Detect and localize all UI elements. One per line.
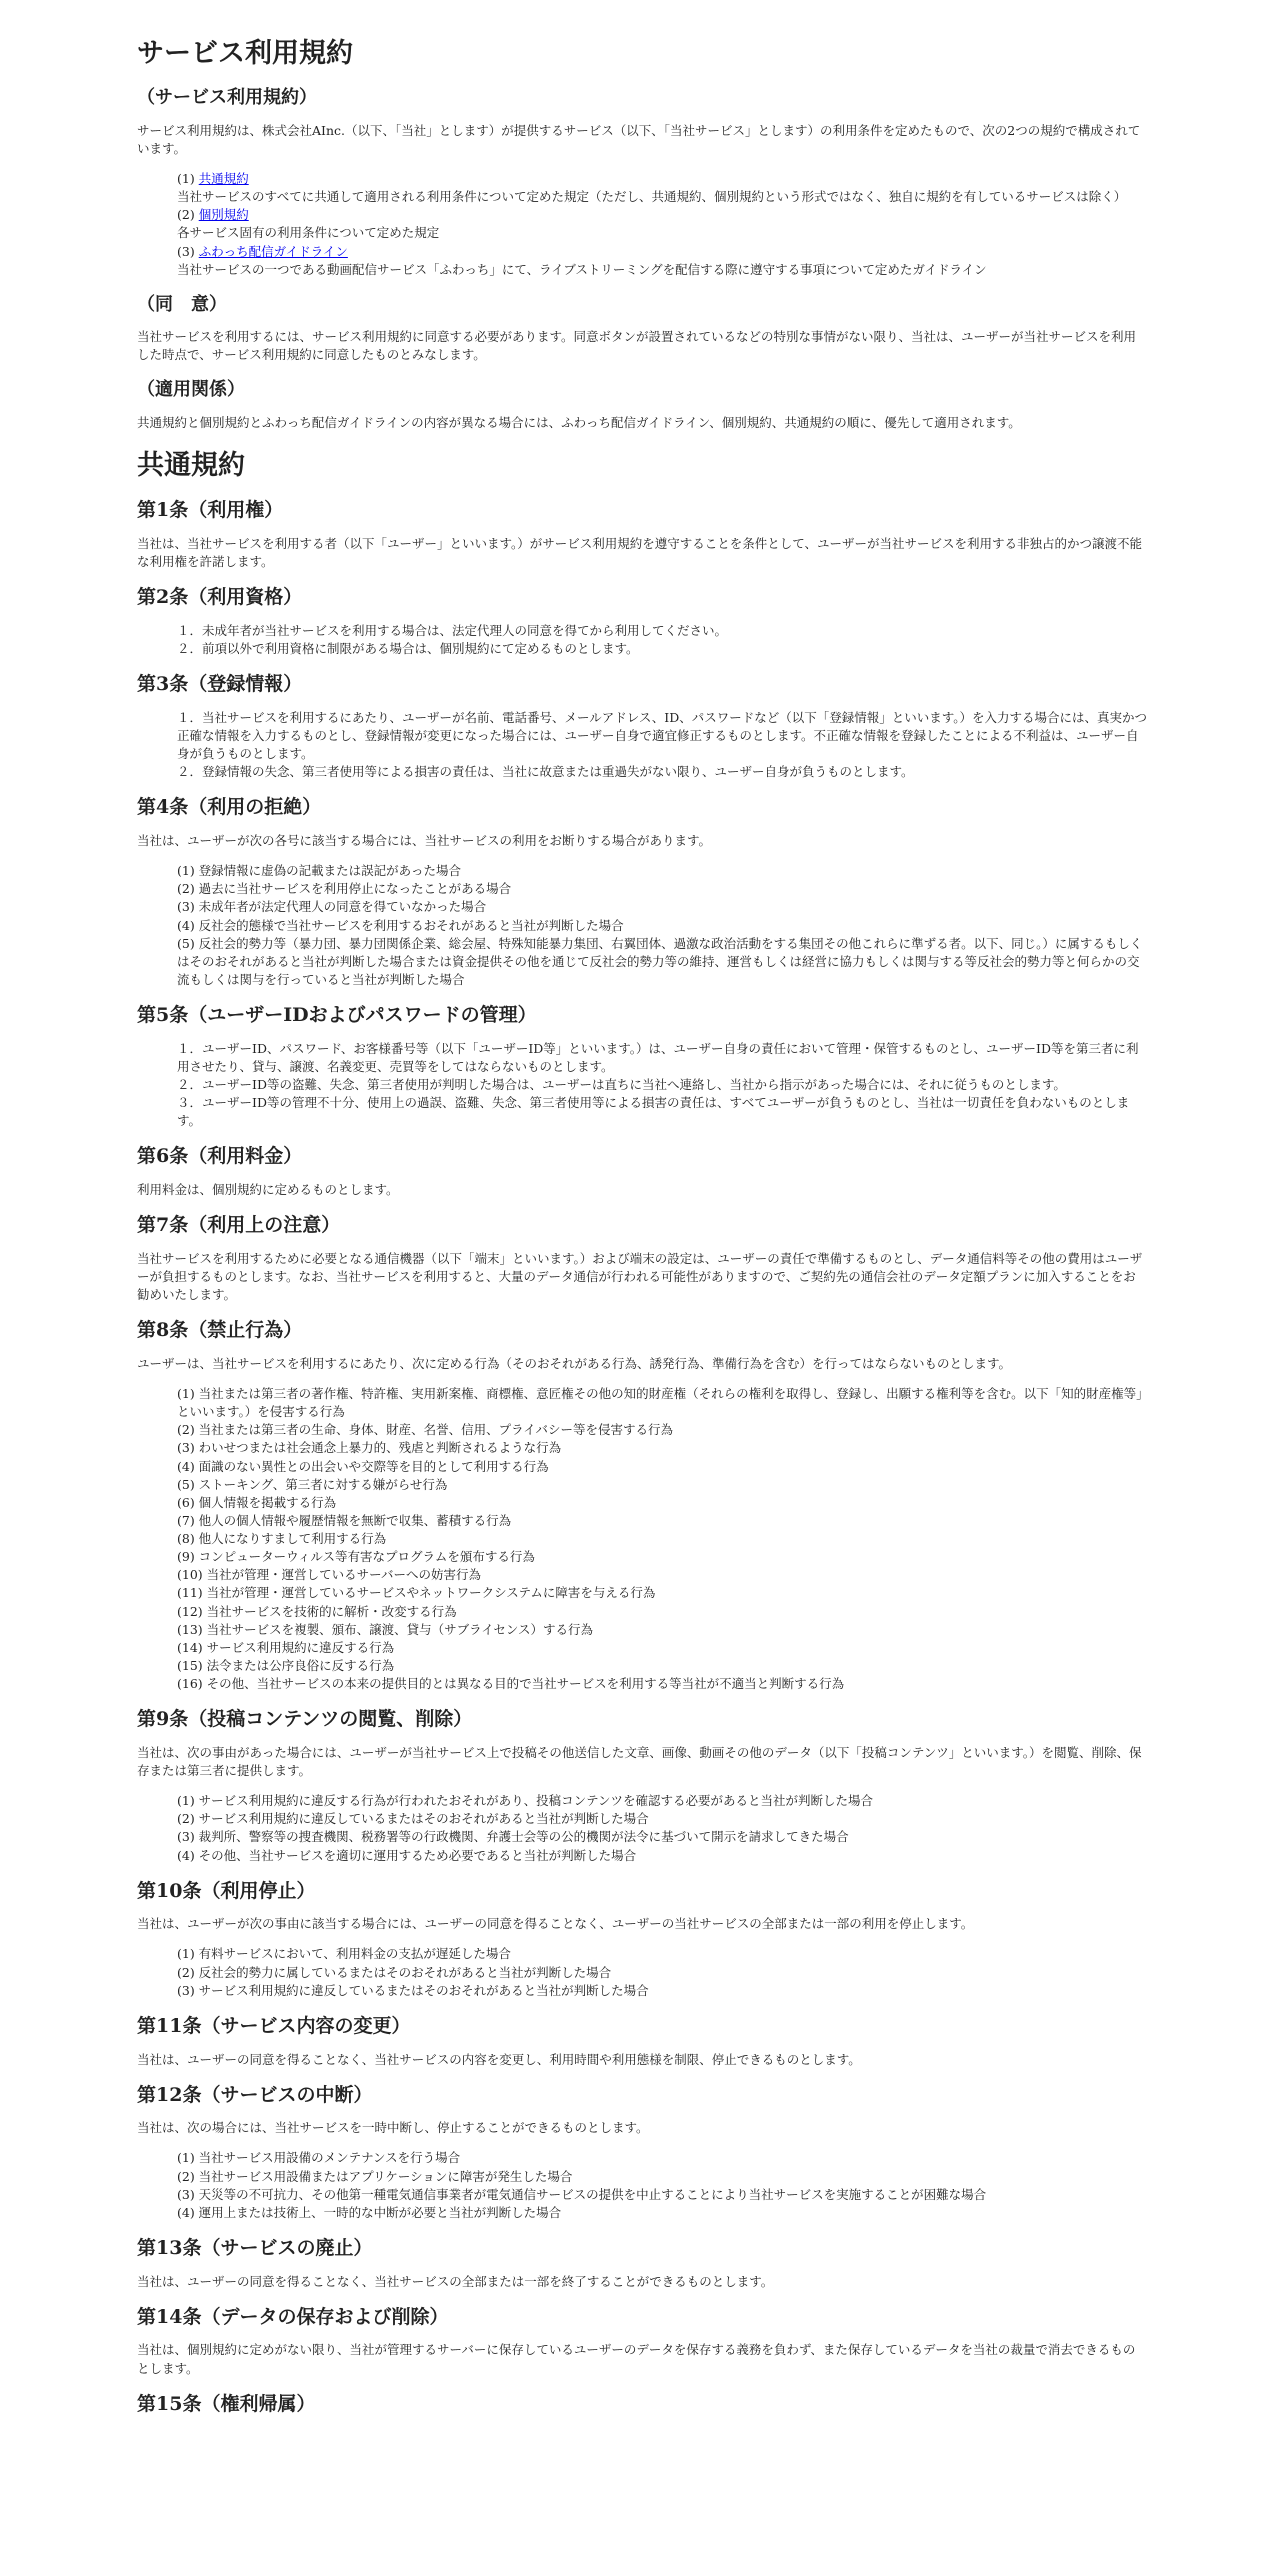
article-heading: 第9条（投稿コンテンツの閲覧、削除）: [137, 1708, 473, 1731]
article-list: [137, 709, 1147, 782]
article-text: 当社は、次の事由があった場合には、ユーザーが当社サービス上で投稿その他送信した文章、画像、動画その他のデータ（以下「投稿コンテンツ」といいます。）を閲覧、削除、保存または第三者に提供します。: [137, 1744, 1142, 1779]
article-text: 当社サービスを利用するために必要となる通信機器（以下「端末」といいます。）および端末の設定は、ユーザーの責任で準備するものとし、データ通信料等その他の費用はユーザーが負担するものとします。なお、当社サービスを利用すると、大量のデータ通信が行われる可能性がありますので、ご契約先の通信会社のデータ定額プランに加入することをお勧めいたします。: [137, 1250, 1143, 1303]
item-number: (2): [177, 207, 195, 223]
page-title: サービス利用規約: [137, 38, 353, 69]
common-terms-link[interactable]: 共通規約: [198, 171, 249, 187]
article-list: [137, 1792, 1147, 1865]
list-item: (8) 他人になりすまして利用する行為: [177, 1531, 387, 1547]
article-heading: 第2条（利用資格）: [137, 586, 303, 609]
article-heading: 第10条（利用停止）: [137, 1879, 316, 1902]
list-item: (3) 裁判所、警察等の捜査機関、税務署等の行政機関、弁護士会等の公的機関が法令に基づいて開示を請求してきた場合: [177, 1829, 849, 1845]
article-text: 当社は、ユーザーの同意を得ることなく、当社サービスの内容を変更し、利用時間や利用態様を制限、停止できるものとします。: [137, 2051, 861, 2067]
article-text: 利用料金は、個別規約に定めるものとします。: [137, 1182, 399, 1198]
list-item: (2) 反社会的勢力に属しているまたはそのおそれがあると当社が判断した場合: [177, 1964, 612, 1980]
terms-list-item: [177, 243, 1147, 261]
article-heading: 第1条（利用権）: [137, 499, 284, 522]
list-item: (9) コンピューターウィルス等有害なプログラムを頒布する行為: [177, 1549, 535, 1565]
list-item: ３．ユーザーID等の管理不十分、使用上の過誤、盗難、失念、第三者使用等による損害の責任は、すべてユーザーが負うものとし、当社は一切責任を負わないものとします。: [177, 1095, 1130, 1129]
list-item: (15) 法令または公序良俗に反する行為: [177, 1657, 395, 1673]
list-item: (4) その他、当社サービスを適切に運用するため必要であると当社が判断した場合: [177, 1847, 637, 1863]
article-text: 当社は、次の場合には、当社サービスを一時中断し、停止することができるものとします。: [137, 2120, 649, 2136]
terms-list-desc: 当社サービスのすべてに共通して適用される利用条件について定めた規定（ただし、共通規約、個別規約という形式ではなく、独自に規約を有しているサービスは除く）: [177, 189, 1127, 205]
article-text: 当社は、個別規約に定めがない限り、当社が管理するサーバーに保存しているユーザーのデータを保存する義務を負わず、また保存しているデータを当社の裁量で消去できるものとします。: [137, 2342, 1136, 2376]
item-number: (3): [177, 243, 195, 259]
list-item: (1) 当社サービス用設備のメンテナンスを行う場合: [177, 2150, 461, 2166]
terms-list-desc: 当社サービスの一つである動画配信サービス「ふわっち」にて、ライブストリーミングを配信する際に遵守する事項について定めたガイドライン: [177, 261, 987, 277]
article-text: 当社は、ユーザーが次の各号に該当する場合には、当社サービスの利用をお断りする場合があります。: [137, 833, 712, 849]
article-heading: 第7条（利用上の注意）: [137, 1214, 341, 1237]
list-item: (5) ストーキング、第三者に対する嫌がらせ行為: [177, 1476, 448, 1492]
list-item: (2) 当社または第三者の生命、身体、財産、名誉、信用、プライバシー等を侵害する行為: [177, 1422, 674, 1438]
article-text: 当社は、当社サービスを利用する者（以下「ユーザー」といいます。）がサービス利用規約を遵守することを条件として、ユーザーが当社サービスを利用する非独占的かつ譲渡不能な利用権を許諾します。: [137, 536, 1143, 570]
list-item: (2) サービス利用規約に違反しているまたはそのおそれがあると当社が判断した場合: [177, 1811, 649, 1827]
list-item: (1) サービス利用規約に違反する行為が行われたおそれがあり、投稿コンテンツを確認する必要があると当社が判断した場合: [177, 1793, 874, 1809]
list-item: (11) 当社が管理・運営しているサービスやネットワークシステムに障害を与える行為: [177, 1585, 656, 1601]
terms-list-item: [177, 206, 1147, 224]
list-item: (1) 有料サービスにおいて、利用料金の支払が遅延した場合: [177, 1946, 511, 1962]
list-item: (2) 当社サービス用設備またはアプリケーションに障害が発生した場合: [177, 2168, 573, 2184]
list-item: (4) 運用上または技術上、一時的な中断が必要と当社が判断した場合: [177, 2204, 562, 2220]
list-item: １．未成年者が当社サービスを利用する場合は、法定代理人の同意を得てから利用してください。: [177, 622, 728, 638]
consent-heading: （同 意）: [137, 293, 227, 315]
list-item: (1) 当社または第三者の著作権、特許権、実用新案権、商標権、意匠権その他の知的財産権（それらの権利を取得し、登録し、出願する権利等を含む。以下「知的財産権等」といいます。）を侵害する行為: [177, 1386, 1143, 1420]
list-item: (13) 当社サービスを複製、頒布、譲渡、貸与（サブライセンス）する行為: [177, 1621, 594, 1637]
article-list: [137, 2149, 1147, 2222]
terms-list-desc: 各サービス固有の利用条件について定めた規定: [177, 225, 440, 241]
common-terms-title: 共通規約: [137, 449, 245, 481]
terms-list: [137, 170, 1147, 279]
list-item: (2) 過去に当社サービスを利用停止になったことがある場合: [177, 881, 512, 897]
list-item: ２．ユーザーID等の盗難、失念、第三者使用が判明した場合は、ユーザーは直ちに当社へ連絡し、当社から指示があった場合には、それに従うものとします。: [177, 1077, 1066, 1093]
list-item: (3) 未成年者が法定代理人の同意を得ていなかった場合: [177, 899, 487, 915]
list-item: ２．登録情報の失念、第三者使用等による損害の責任は、当社に故意または重過失がない限り、ユーザー自身が負うものとします。: [177, 764, 914, 780]
article-heading: 第8条（禁止行為）: [137, 1319, 303, 1342]
article-list: [137, 1945, 1147, 1999]
list-item: １．ユーザーID、パスワード、お客様番号等（以下「ユーザーID等」といいます。）は、ユーザー自身の責任において管理・保管するものとし、ユーザーID等を第三者に利用させたり、貸与、譲渡、名義変更、売買等をしてはならないものとします。: [177, 1040, 1139, 1074]
list-item: (3) 天災等の不可抗力、その他第一種電気通信事業者が電気通信サービスの提供を中止することにより当社サービスを実施することが困難な場合: [177, 2186, 987, 2202]
item-number: (1): [177, 171, 195, 187]
list-item: (14) サービス利用規約に違反する行為: [177, 1639, 395, 1655]
overview-heading: （サービス利用規約）: [137, 87, 317, 109]
individual-terms-link[interactable]: 個別規約: [198, 207, 249, 223]
list-item: (3) わいせつまたは社会通念上暴力的、残虐と判断されるような行為: [177, 1440, 562, 1456]
article-heading: 第3条（登録情報）: [137, 673, 303, 696]
list-item: (5) 反社会的勢力等（暴力団、暴力団関係企業、総会屋、特殊知能暴力集団、右翼団体、過激な政治活動をする集団その他これらに準ずる者。以下、同じ。）に属するもしくはそのおそれがあると当社が判断した場合または資金提供その他を通じて反社会的勢力等の維持、運営もしくは経営に協力もしくは関与する等反社会的勢力等と何らかの交流もしくは関与を行っていると当社が判断した場合: [177, 935, 1143, 987]
article-heading: 第15条（権利帰属）: [137, 2392, 316, 2415]
article-heading: 第13条（サービスの廃止）: [137, 2236, 373, 2259]
list-item: １．当社サービスを利用するにあたり、ユーザーが名前、電話番号、メールアドレス、ID、パスワードなど（以下「登録情報」といいます。）を入力する場合には、真実かつ正確な情報を入力するものとし、登録情報が変更になった場合には、ユーザー自身で適宜修正するものとします。不正確な情報を登録したことによる不利益は、ユーザー自身が負うものとします。: [177, 709, 1147, 762]
applicable-heading: （適用関係）: [137, 379, 245, 401]
article-text: 当社は、ユーザーの同意を得ることなく、当社サービスの全部または一部を終了することができるものとします。: [137, 2273, 774, 2289]
list-item: (4) 面識のない異性との出会いや交際等を目的として利用する行為: [177, 1458, 549, 1474]
article-heading: 第12条（サービスの中断）: [137, 2083, 373, 2106]
overview-text: サービス利用規約は、株式会社AInc.（以下、「当社」とします）が提供するサービス（以下、「当社サービス」とします）の利用条件を定めたもので、次の2つの規約で構成されています。: [137, 122, 1141, 156]
article-list: [137, 1040, 1147, 1131]
terms-list-item: [177, 170, 1147, 188]
list-item: (7) 他人の個人情報や履歴情報を無断で収集、蓄積する行為: [177, 1512, 512, 1528]
article-text: ユーザーは、当社サービスを利用するにあたり、次に定める行為（そのおそれがある行為、誘発行為、準備行為を含む）を行ってはならないものとします。: [137, 1355, 1012, 1371]
list-item: (10) 当社が管理・運営しているサーバーへの妨害行為: [177, 1567, 482, 1583]
article-heading: 第11条（サービス内容の変更）: [137, 2014, 411, 2037]
list-item: (6) 個人情報を掲載する行為: [177, 1494, 337, 1510]
list-item: (3) サービス利用規約に違反しているまたはそのおそれがあると当社が判断した場合: [177, 1982, 649, 1998]
guideline-link[interactable]: ふわっち配信ガイドライン: [198, 243, 348, 259]
article-text: 当社は、ユーザーが次の事由に該当する場合には、ユーザーの同意を得ることなく、ユーザーの当社サービスの全部または一部の利用を停止します。: [137, 1916, 974, 1932]
list-item: (12) 当社サービスを技術的に解析・改変する行為: [177, 1603, 457, 1619]
terms-content: [137, 30, 1147, 2428]
consent-text: 当社サービスを利用するには、サービス利用規約に同意する必要があります。同意ボタンが設置されているなどの特別な事情がない限り、当社は、ユーザーが当社サービスを利用した時点で、サービス利用規約に同意したものとみなします。: [137, 329, 1137, 363]
article-list: [137, 862, 1147, 989]
article-heading: 第14条（データの保存および削除）: [137, 2305, 449, 2328]
applicable-text: 共通規約と個別規約とふわっち配信ガイドラインの内容が異なる場合には、ふわっち配信ガイドライン、個別規約、共通規約の順に、優先して適用されます。: [137, 414, 1021, 430]
list-item: (16) その他、当社サービスの本来の提供目的とは異なる目的で当社サービスを利用する等当社が不適当と判断する行為: [177, 1676, 845, 1692]
article-heading: 第4条（利用の拒絶）: [137, 796, 322, 819]
list-item: ２．前項以外で利用資格に制限がある場合は、個別規約にて定めるものとします。: [177, 641, 639, 657]
article-heading: 第6条（利用料金）: [137, 1145, 303, 1168]
list-item: (1) 登録情報に虚偽の記載または誤記があった場合: [177, 863, 462, 879]
article-list: [137, 1385, 1147, 1693]
list-item: (4) 反社会的態様で当社サービスを利用するおそれがあると当社が判断した場合: [177, 917, 624, 933]
article-heading: 第5条（ユーザーIDおよびパスワードの管理）: [137, 1004, 537, 1027]
article-list: [137, 622, 1147, 658]
